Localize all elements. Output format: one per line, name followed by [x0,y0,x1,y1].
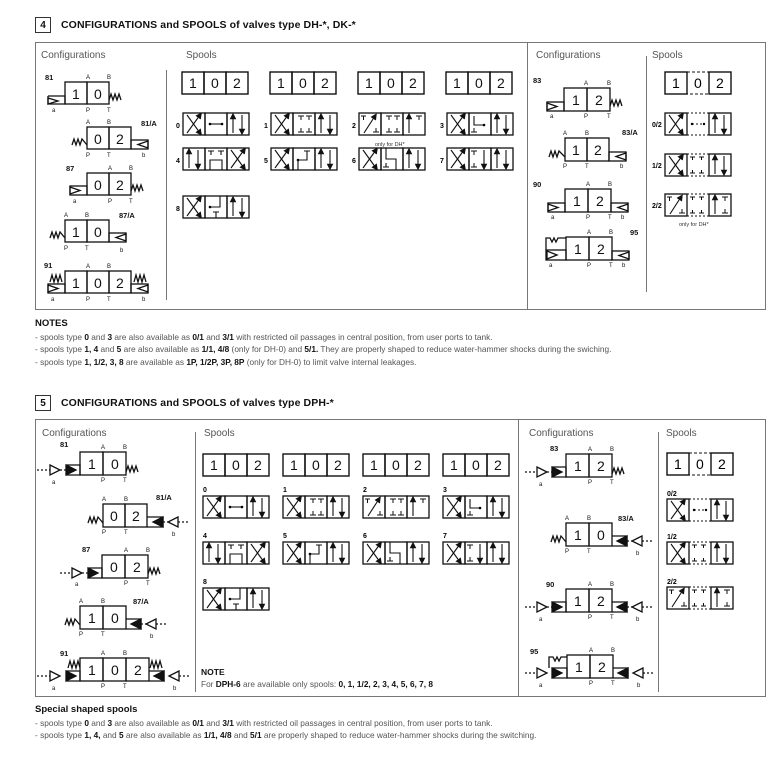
svg-text:b: b [636,617,640,623]
spool-1-2: 1/2 [667,534,677,541]
spool-2-2: 2/2 [667,579,677,586]
notes-section-5 [35,703,775,742]
note-line: - spools type 1, 4, and 5 are also available as 1/1, 4/8 and 5/1 are properly shaped to reduce water-hammer shocks during the switching. [35,730,537,741]
svg-text:2: 2 [718,456,726,472]
config-87a: 87/A [133,597,149,606]
svg-text:A: A [563,131,568,137]
svg-text:0: 0 [110,508,118,524]
svg-text:P: P [86,153,91,159]
svg-text:P: P [588,480,593,486]
svg-text:B: B [124,497,129,503]
spool-1: 1 [264,123,268,130]
svg-text:1: 1 [674,456,682,472]
svg-text:2: 2 [116,275,124,291]
svg-text:2: 2 [597,458,605,474]
section-title: CONFIGURATIONS and SPOOLS of valves type DPH-* [61,397,334,409]
svg-text:B: B [587,516,592,522]
svg-text:1: 1 [572,142,580,158]
svg-text:B: B [610,582,615,588]
svg-text:B: B [610,447,615,453]
config-83a: 83/A [622,128,638,137]
svg-text:T: T [585,164,589,170]
svg-text:P: P [79,632,84,638]
svg-text:B: B [609,230,614,236]
spool-2: 2 [363,487,367,494]
svg-text:P: P [586,215,591,221]
svg-text:0: 0 [111,662,119,678]
svg-text:a: a [51,297,55,303]
svg-text:P: P [563,164,568,170]
svg-text:0: 0 [694,75,702,91]
svg-text:a: a [52,108,56,114]
note-line: - spools type 1, 1/2, 3, 8 are available as 1P, 1/2P, 3P, 8P (only for DH-0) to limit valve internal leakages. [35,356,417,367]
svg-text:b: b [173,686,177,692]
section-number: 5 [35,395,51,411]
svg-text:A: A [86,264,91,270]
svg-text:T: T [146,581,150,587]
svg-text:b: b [150,634,154,640]
svg-text:1: 1 [672,75,680,91]
config-81: 81 [60,440,69,449]
svg-text:0: 0 [94,86,102,102]
spool-4: 4 [203,533,207,540]
svg-text:P: P [108,199,113,205]
svg-text:B: B [107,75,112,81]
svg-text:P: P [565,549,570,555]
svg-text:B: B [123,445,128,451]
svg-text:a: a [52,686,56,692]
svg-text:B: B [129,166,134,172]
svg-text:0: 0 [94,131,102,147]
svg-text:1: 1 [573,193,581,209]
spools-label: Spools [652,50,683,61]
svg-text:B: B [107,120,112,126]
spool-6: 6 [363,533,367,540]
config-83: 83 [533,76,542,85]
svg-text:T: T [587,549,591,555]
spool-2-2: 2/2 [652,203,662,210]
svg-text:T: T [610,615,614,621]
svg-text:P: P [101,684,106,690]
svg-text:A: A [108,166,113,172]
svg-text:P: P [102,530,107,536]
svg-text:2: 2 [597,241,605,257]
svg-text:T: T [123,478,127,484]
svg-text:b: b [622,263,626,269]
svg-text:1: 1 [574,241,582,257]
configurations-label: Configurations [536,50,601,61]
svg-text:0: 0 [94,224,102,240]
configurations-label: Configurations [529,428,594,439]
svg-text:T: T [107,297,111,303]
svg-text:T: T [107,108,111,114]
svg-text:1: 1 [88,456,96,472]
notes-title: Special shaped spools [35,704,138,715]
svg-text:T: T [608,215,612,221]
svg-text:A: A [79,599,84,605]
svg-text:2: 2 [116,131,124,147]
svg-text:A: A [589,648,594,654]
svg-text:B: B [123,651,128,657]
svg-text:0: 0 [110,559,118,575]
svg-text:B: B [85,213,90,219]
svg-text:B: B [585,131,590,137]
svg-text:1: 1 [574,593,582,609]
svg-text:b: b [620,164,624,170]
svg-text:A: A [587,230,592,236]
svg-text:B: B [608,182,613,188]
svg-text:2: 2 [133,559,141,575]
svg-text:P: P [86,297,91,303]
spool-0: 0 [176,123,180,130]
svg-text:2: 2 [597,593,605,609]
spool-5: 5 [264,158,268,165]
config-87a: 87/A [119,211,135,220]
svg-text:1: 1 [72,275,80,291]
svg-text:T: T [609,263,613,269]
configurations-label: Configurations [41,50,106,61]
svg-text:A: A [565,516,570,522]
spools-diagram: 1 0 2 0 1 2 only for DH* 3 4 5 6 7 8 [0,0,520,310]
spool-3: 3 [440,123,444,130]
svg-text:2: 2 [596,193,604,209]
config-90: 90 [533,180,542,189]
config-95: 95 [530,647,539,656]
config-91: 91 [60,649,69,658]
svg-text:B: B [101,599,106,605]
spool-3: 3 [443,487,447,494]
svg-text:2: 2 [595,92,603,108]
svg-text:b: b [120,248,124,254]
svg-text:0: 0 [111,610,119,626]
svg-text:0: 0 [111,456,119,472]
svg-text:a: a [551,215,555,221]
svg-text:T: T [107,153,111,159]
config-83: 83 [550,444,559,453]
svg-text:b: b [637,683,641,689]
svg-text:P: P [124,581,129,587]
svg-text:1: 1 [572,92,580,108]
svg-text:2: 2 [594,142,602,158]
config-87: 87 [82,545,91,554]
svg-text:A: A [102,497,107,503]
svg-text:0: 0 [94,275,102,291]
svg-text:P: P [588,615,593,621]
svg-text:P: P [587,263,592,269]
note-line: - spools type 0 and 3 are also available as 0/1 and 3/1 with restricted oil passages in central position, from user ports to tank. [35,332,493,342]
config-81: 81 [45,73,54,82]
svg-text:B: B [607,81,612,87]
spool-7: 7 [440,158,444,165]
note-line: - spools type 0 and 3 are also available as 0/1 and 3/1 with restricted oil passages in central position, from user ports to tank. [35,718,493,728]
svg-text:A: A [101,651,106,657]
svg-text:b: b [142,153,146,159]
note-text: For DPH-6 are available only spools: 0, 1, 1/2, 2, 3, 4, 5, 6, 7, 8 [201,679,434,689]
svg-text:2: 2 [134,662,142,678]
svg-text:A: A [86,75,91,81]
svg-text:A: A [86,120,91,126]
svg-text:0: 0 [597,527,605,543]
svg-text:2: 2 [716,75,724,91]
svg-text:A: A [101,445,106,451]
note-line: - spools type 1, 4 and 5 are also available as 1/1, 4/8 (only for DH-0) and 5/1. They are properly shaped to reduce water-hammer shocks during the swiching. [35,344,612,355]
svg-text:b: b [621,215,625,221]
spools-label: Spools [186,50,217,61]
svg-text:a: a [550,114,554,120]
notes-title: NOTES [35,318,68,329]
spool-1: 1 [283,487,287,494]
svg-text:1: 1 [88,610,96,626]
config-95: 95 [630,228,639,237]
spool-4: 4 [176,158,180,165]
config-90: 90 [546,580,555,589]
svg-text:a: a [549,263,553,269]
svg-text:1: 1 [88,662,96,678]
svg-text:A: A [64,213,69,219]
svg-text:a: a [75,582,79,588]
svg-text:1: 1 [72,224,80,240]
config-81a: 81/A [156,493,172,502]
svg-text:P: P [101,478,106,484]
svg-text:a: a [73,199,77,205]
svg-text:A: A [588,582,593,588]
spool-0-2: 0/2 [667,491,677,498]
svg-text:b: b [142,297,146,303]
svg-text:T: T [611,681,615,687]
spool-8: 8 [203,579,207,586]
spool-7: 7 [443,533,447,540]
configurations-label: Configurations [42,428,107,439]
spool-2: 2 [352,123,356,130]
svg-text:B: B [611,648,616,654]
svg-text:0: 0 [696,456,704,472]
spool-8: 8 [176,206,180,213]
config-87: 87 [66,164,75,173]
spools-label: Spools [666,428,697,439]
svg-text:B: B [107,264,112,270]
spool-5: 5 [283,533,287,540]
svg-text:a: a [539,482,543,488]
spool-22-note: only for DH* [679,222,709,228]
svg-text:1: 1 [72,86,80,102]
svg-text:T: T [124,530,128,536]
svg-text:A: A [124,548,129,554]
svg-text:T: T [129,199,133,205]
svg-text:T: T [85,246,89,252]
svg-text:P: P [589,681,594,687]
svg-text:a: a [539,683,543,689]
config-91: 91 [44,261,53,270]
spool-2-note: only for DH* [375,142,405,148]
svg-text:a: a [539,617,543,623]
svg-text:b: b [172,532,176,538]
svg-text:B: B [146,548,151,554]
svg-text:T: T [610,480,614,486]
svg-text:P: P [64,246,69,252]
svg-text:A: A [584,81,589,87]
svg-text:2: 2 [116,177,124,193]
svg-text:1: 1 [574,458,582,474]
spool-6: 6 [352,158,356,165]
svg-text:P: P [584,114,589,120]
svg-text:2: 2 [598,659,606,675]
config-81a: 81/A [141,119,157,128]
svg-text:A: A [588,447,593,453]
svg-text:A: A [586,182,591,188]
svg-text:T: T [101,632,105,638]
spool-1-2: 1/2 [652,163,662,170]
spool-0-2: 0/2 [652,122,662,129]
svg-text:1: 1 [574,527,582,543]
spools-label: Spools [204,428,235,439]
section-title: CONFIGURATIONS and SPOOLS of valves type DH-*, DK-* [61,19,356,31]
svg-text:b: b [636,551,640,557]
svg-text:2: 2 [132,508,140,524]
note-title: NOTE [201,667,225,677]
svg-text:P: P [86,108,91,114]
config-83a: 83/A [618,514,634,523]
svg-text:T: T [607,114,611,120]
svg-text:1: 1 [575,659,583,675]
svg-text:0: 0 [94,177,102,193]
spool-0: 0 [203,487,207,494]
section-number: 4 [35,17,51,33]
svg-text:T: T [123,684,127,690]
svg-text:a: a [52,480,56,486]
